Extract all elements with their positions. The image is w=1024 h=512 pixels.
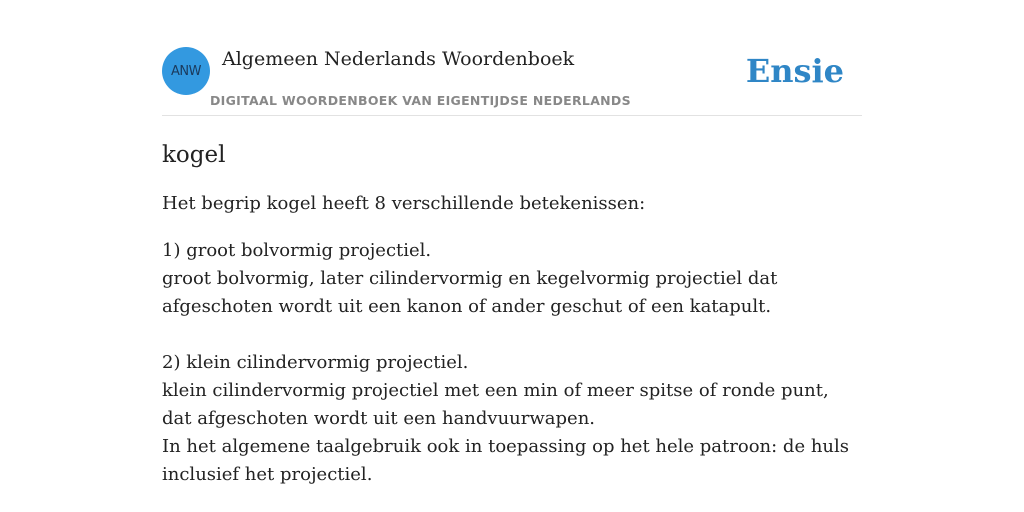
site-header xyxy=(162,47,862,116)
meaning-title: 2) klein cilindervormig projectiel. xyxy=(162,352,469,373)
site-subtitle: DIGITAAL WOORDENBOEK VAN EIGENTIJDSE NEDERLANDS xyxy=(210,93,631,108)
site-title[interactable]: Algemeen Nederlands Woordenboek xyxy=(222,48,575,70)
meaning-item xyxy=(162,237,862,321)
page xyxy=(162,0,862,489)
anw-logo[interactable] xyxy=(162,47,210,95)
meaning-definition: klein cilindervormig projectiel met een min of meer spitse of ronde punt, dat afgeschoten wordt uit een handvuurwapen. xyxy=(162,380,829,429)
meaning-usage-note: In het algemene taalgebruik ook in toepassing op het hele patroon: de huls inclusief het projectiel. xyxy=(162,436,850,485)
headword: kogel xyxy=(162,142,226,168)
meaning-title: 1) groot bolvormig projectiel. xyxy=(162,240,432,261)
meaning-item xyxy=(162,349,862,489)
logo-text: ANW xyxy=(171,63,201,79)
meaning-definition: groot bolvormig, later cilindervormig en kegelvormig projectiel dat afgeschoten wordt uit een kanon of ander geschut of een katapult. xyxy=(162,268,778,317)
meanings-list xyxy=(162,237,862,489)
ensie-brand-link[interactable]: Ensie xyxy=(745,52,844,90)
meanings-intro: Het begrip kogel heeft 8 verschillende betekenissen: xyxy=(162,193,646,214)
